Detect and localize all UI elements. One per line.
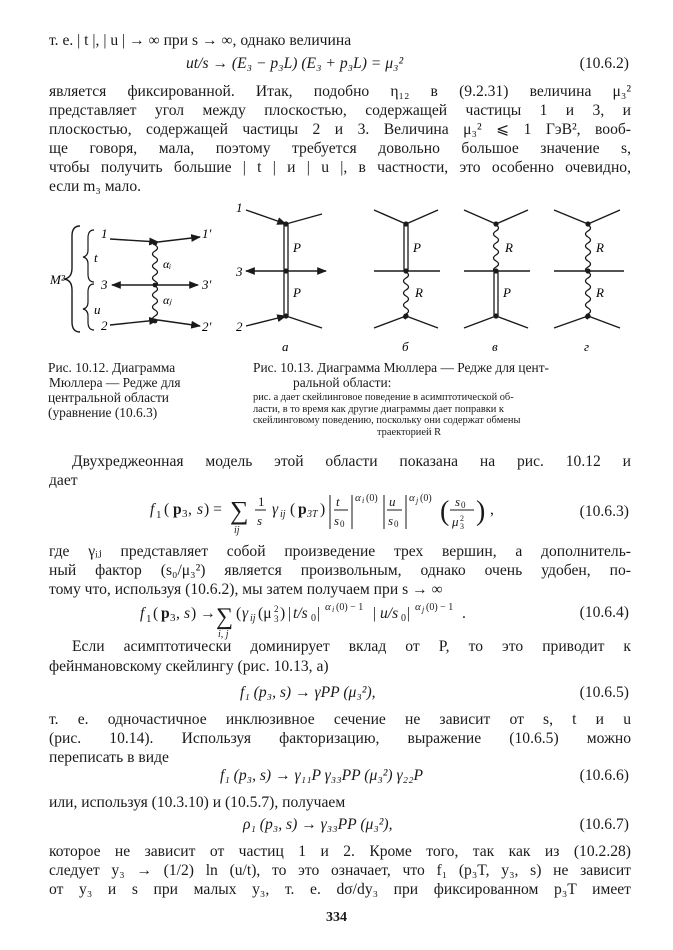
svg-text:(0): (0) [366,493,378,504]
exchange-label: P [413,240,421,255]
svg-text:s: s [388,513,394,528]
svg-text:0: 0 [461,500,466,510]
caption-fig-10-13 [253,360,549,390]
svg-text:γ: γ [242,605,249,622]
exchange-label: P [503,285,511,300]
caption-note-fig-10-13 [253,392,520,438]
diagram-g [554,210,624,328]
svg-text:3: 3 [170,612,176,624]
equation-number: (10.6.4) [579,604,629,621]
svg-text:|: | [373,605,377,622]
label-alpha-i: αᵢ [163,257,172,271]
svg-text:) =: ) = [204,501,222,518]
diagram-v [464,210,530,328]
brace-t [83,230,94,282]
svg-text:ij: ij [250,613,256,624]
svg-text:f: f [150,501,155,518]
svg-text:s: s [184,605,191,622]
svg-text:s: s [455,494,461,509]
text-line: чтобы получить большие | t | и | u |, в частности, это особенно очевидно, [49,159,631,176]
svg-text:(0): (0) [420,493,432,504]
equation-10-6-2: ut/s → (E₃ − p₃L) (E₃ + p₃L) = μ₃² [186,55,404,72]
text-line: ный фактор (s₀/μ₃²) является произвольным, однако очень удобен, по- [49,562,631,579]
text-line: от y₃ и s при малых y₃, т. е. dσ/dy₃ при фиксированном p₃T имеет [49,881,631,898]
svg-text:μ: μ [452,514,459,529]
svg-text:1: 1 [146,613,152,625]
svg-text:α: α [415,601,421,613]
svg-text:|: | [407,605,411,622]
svg-text:1: 1 [258,494,265,509]
svg-text:) →: ) → [191,605,216,622]
svg-text:0: 0 [394,519,399,529]
text-line: является фиксированной. Итак, подобно η₁₂ в (9.2.31) величина μ₃² [49,83,631,100]
svg-text:3: 3 [274,614,279,624]
exchange-label: P [293,240,301,255]
svg-text:(: ( [290,501,296,518]
text-line: следует y₃ → (1/2) ln (u/t), то это означает, что f₁ (p₃T, y₃, s) не зависит [49,862,631,879]
caption-line: Мюллера — Редже для [49,375,181,390]
svg-text:): ) [280,605,286,622]
caption-line: Рис. 10.12. Диаграмма [48,360,176,375]
svg-text:α: α [409,492,415,504]
svg-text:i, j: i, j [218,629,229,640]
svg-text:t/s: t/s [293,605,308,622]
diagram-a [246,210,326,328]
text-line: Двухреджеонная модель этой области показана на рис. 10.12 и [72,453,631,470]
svg-text:p: p [161,605,170,622]
svg-text:(: ( [153,605,159,622]
text-line: (рис. 10.14). Используя факторизацию, выражение (10.6.5) можно [49,730,631,747]
panel-label: в [492,339,498,354]
svg-text:0: 0 [340,519,345,529]
svg-text:ij: ij [280,509,286,520]
svg-text:f: f [140,605,145,622]
brace-u [83,284,94,330]
svg-text:γ: γ [272,501,279,518]
equation-number: (10.6.6) [579,767,629,784]
label-2: 2 [236,319,243,334]
text-line: плоскостью, содержащей частицы 2 и 3. Величина μ₃² ⩽ 1 ГэВ², вооб- [49,121,631,138]
label-t: t [94,250,98,265]
label-1: 1 [236,200,243,215]
caption-line: Рис. 10.13. Диаграмма Мюллера — Редже для цент- [253,360,550,375]
text-line: т. е. | t |, | u | → ∞ при s → ∞, однако величина [49,32,352,49]
panel-label: г [584,339,590,354]
text-line: если m₃ мало. [49,178,142,195]
svg-text:2: 2 [274,604,279,614]
label-1: 1 [101,226,108,241]
page-number: 334 [326,910,347,925]
svg-text:ij: ij [234,525,240,536]
svg-text:j: j [422,605,425,614]
text-line: фейнмановскому скейлингу (рис. 10.13, а) [49,658,329,675]
text-line: Если асимптотически доминирует вклад от P, то это приводит к [72,638,631,655]
reggeon-alpha-i [153,245,158,286]
svg-text:s: s [197,501,204,518]
text-line: которое не зависит от частиц 1 и 2. Кроме того, так как из (10.2.28) [49,843,631,860]
exchange-label: R [596,240,604,255]
svg-text:(: ( [236,605,242,622]
svg-text:u/s: u/s [380,605,399,622]
svg-text:(: ( [440,496,450,527]
label-1prime: 1′ [202,226,212,241]
exchange-label: P [293,285,301,300]
caption-line: скейлинговому поведению, поскольку они содержат обмены [253,415,521,426]
panel-label: б [402,339,409,354]
svg-text:|: | [317,605,321,622]
svg-text:(0) − 1: (0) − 1 [426,602,454,613]
svg-text:0: 0 [401,613,406,624]
text-line: переписать в виде [49,749,169,766]
equation-10-6-7: ρ₁ (p₃, s) → γ₃₃PP (μ₃²), [243,816,393,833]
svg-text:i: i [332,605,335,614]
svg-text:,: , [490,501,494,518]
svg-text:|: | [288,605,292,622]
equation-number: (10.6.2) [579,55,629,72]
svg-text:1: 1 [156,509,162,521]
text-line: представляет угол между плоскостью, содержащей частицы 1 и 3, и [49,102,631,119]
label-2: 2 [101,318,108,333]
svg-text:,: , [188,501,192,518]
panel-label: а [282,339,289,354]
exchange-label: R [505,240,513,255]
brace-m2 [64,226,80,332]
label-alpha-j: αⱼ [163,293,172,307]
svg-text:α: α [325,601,331,613]
svg-text:): ) [320,501,326,518]
text-line: тому что, используя (10.6.2), мы затем получаем при s → ∞ [49,581,443,598]
exchange-label: R [415,285,423,300]
svg-text:.: . [462,605,466,622]
svg-text:3T: 3T [307,509,318,520]
text-line: дает [49,472,78,489]
equation-10-6-3 [150,487,550,537]
svg-text:(0) − 1: (0) − 1 [336,602,364,613]
reggeon-alpha-j [153,286,158,321]
text-line: или, используя (10.3.10) и (10.5.7), получаем [49,794,346,811]
svg-text:i: i [362,496,365,505]
diagram-b [374,210,440,328]
label-3prime: 3′ [202,277,212,292]
figure-10-13 [232,198,632,358]
svg-text:u: u [389,494,396,509]
equation-10-6-6: f₁ (p₃, s) → γ₁₁P γ₃₃PP (μ₃²) γ₂₂P [220,767,424,784]
svg-text:p: p [298,501,307,518]
caption-line: рис. а дает скейлинговое поведение в асимптотической об- [253,392,514,403]
svg-text:,: , [176,605,180,622]
svg-text:∑: ∑ [216,604,234,630]
svg-text:p: p [173,501,182,518]
label-3: 3 [101,277,108,292]
svg-text:α: α [355,492,361,504]
label-m2: M² [50,272,65,287]
svg-text:(: ( [164,501,170,518]
svg-text:3: 3 [460,522,464,531]
label-2prime: 2′ [202,319,212,334]
label-u: u [94,302,101,317]
figure-10-12 [50,212,230,347]
caption-line: ласти, в то время как другие диаграммы дает поправки к [253,403,504,415]
svg-text:): ) [476,496,486,527]
equation-number: (10.6.5) [579,684,629,701]
svg-text:2: 2 [460,514,464,523]
svg-text:s: s [257,513,263,528]
svg-text:t: t [336,494,340,509]
text-line: ще говоря, мала, поэтому требуется довольно большое значение s, [49,140,631,157]
svg-text:s: s [334,513,340,528]
equation-number: (10.6.3) [579,503,629,520]
svg-text:∑: ∑ [230,496,249,525]
label-3: 3 [236,264,243,279]
svg-text:(μ: (μ [258,605,272,622]
text-line: т. е. одночастичное инклюзивное сечение не зависит от s, t и u [49,711,631,728]
exchange-label: R [596,285,604,300]
equation-10-6-5: f₁ (p₃, s) → γPP (μ₃²), [240,684,376,701]
svg-text:j: j [416,496,419,505]
caption-line: ральной области: [293,375,392,390]
caption-line: центральной области [48,390,169,405]
text-line: где γᵢⱼ представляет собой произведение трех вершин, а дополнитель- [49,543,631,560]
caption-fig-10-12 [48,360,180,420]
svg-text:3: 3 [182,508,188,520]
caption-line: траекторией R [377,426,442,438]
equation-number: (10.6.7) [579,816,629,833]
svg-text:0: 0 [311,613,316,624]
equation-10-6-4 [140,598,540,640]
caption-line: (уравнение (10.6.3) [48,405,158,420]
